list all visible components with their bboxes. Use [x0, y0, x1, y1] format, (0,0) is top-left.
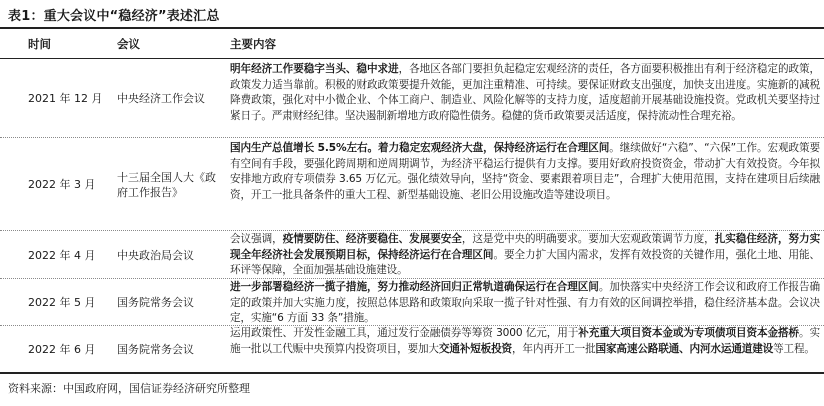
text-segment: ，年内再开工一批 — [511, 342, 596, 355]
bold-text-segment: 交通补短板投资 — [438, 342, 512, 355]
source-note: 资料来源：中国政府网，国信证券经济研究所整理 — [8, 382, 250, 395]
row-date: 2021 年 12 月 — [28, 92, 103, 105]
table-row — [0, 231, 824, 279]
row-content — [230, 326, 820, 357]
text-segment: 。要全力扩大国内需求，发挥有效投资的关键作用，强化土地、用能、环评等保障，全面加强基础设施建设。 — [230, 248, 820, 276]
table-row — [0, 326, 824, 372]
bold-text-segment: 明年经济工作要稳字当头、稳中求进 — [230, 63, 399, 75]
table-title: 表1：重大会议中“稳经济”表述汇总 — [8, 9, 220, 24]
bold-text-segment: 补充重大项目资本金或为专项债项目资本金搭桥 — [578, 327, 800, 339]
text-segment: 。继续做好“六稳”、“六保”工作。宏观政策要有空间有手段，要强化跨周期和逆周期调节，为经济平稳运行提供有力支撑。要用好政府投资资金，带动扩大有效投资。今年拟安排地方政府专项债券 3.65 万亿元。强化绩效导向，坚持“资金、要素跟着项目走”，合理扩大使用范围，支持在建项目后续融资，开工一批具备条件的重大工程、新型基础设施、老旧公用设施改造等建设项目。 — [230, 142, 820, 201]
row-meeting: 中央政治局会议 — [117, 248, 194, 262]
row-date: 2022 年 4 月 — [28, 248, 96, 262]
row-content — [230, 232, 820, 279]
header-date: 时间 — [28, 37, 51, 51]
row-content — [230, 280, 820, 327]
bold-text-segment: 疫情要防住、经济要稳住、发展要安全 — [282, 233, 462, 245]
bold-text-segment: 扎实稳住经济，努力实现全年经济社会发展预期目标，保持经济运行在合理区间 — [230, 233, 821, 261]
header-content: 主要内容 — [230, 37, 276, 51]
row-date: 2022 年 6 月 — [28, 342, 96, 356]
text-segment: 。实施一批以工代赈中央预算内投资项目，要加大 — [230, 327, 820, 355]
table-row — [0, 279, 824, 326]
table-row — [0, 138, 824, 231]
top-rule — [0, 27, 824, 29]
bold-text-segment: 进一步部署稳经济一揽子措施，努力推动经济回归正常轨道确保运行在合理区间 — [230, 281, 599, 293]
text-segment: 会议强调， — [230, 233, 283, 245]
text-segment: 。加快落实中央经济工作会议和政府工作报告确定的政策并加大实施力度，按照总体思路和政策取向采取一揽子针对性强、有力有效的区间调控举措，稳住经济基本盘。会议决定，实施“6 方面 33 条”措施。 — [230, 281, 820, 324]
row-content — [230, 141, 820, 203]
row-meeting: 十三届全国人大《政府工作报告》 — [117, 170, 216, 199]
text-segment: ，这是党中央的明确要求。要加大宏观政策调节力度， — [461, 233, 715, 245]
header-meeting: 会议 — [117, 37, 140, 51]
bottom-rule — [0, 372, 824, 374]
text-segment: ，各地区各部门要担负起稳定宏观经济的责任，各方面要积极推出有利于经济稳定的政策，政策发力适当靠前。积极的财政政策要提升效能，更加注重精准、可持续。要保证财政支出强度，加快支出进度。实施新的减税降费政策，强化对中小微企业、个体工商户、制造业、风险化解等的支持力度，适度超前开展基础设施投资。党政机关要坚持过紧日子。严肃财经纪律。坚决遏制新增地方政府隐性债务。稳健的货币政策要灵活适度，保持流动性合理充裕。 — [230, 63, 821, 122]
table-row — [0, 59, 824, 138]
text-segment: 运用政策性、开发性金融工具，通过发行金融债券等筹资 3000 亿元，用于 — [230, 327, 579, 339]
text-segment: 等工程。 — [773, 342, 815, 355]
bold-text-segment: 国内生产总值增长 5.5%左右。着力稳定宏观经济大盘，保持经济运行在合理区间 — [230, 142, 610, 154]
row-date: 2022 年 5 月 — [28, 296, 96, 309]
row-meeting: 国务院常务会议 — [117, 296, 194, 309]
row-meeting: 中央经济工作会议 — [117, 92, 205, 105]
row-date: 2022 年 3 月 — [28, 178, 96, 191]
bold-text-segment: 国家高速公路联通、内河水运通道建设 — [595, 342, 774, 355]
row-content — [230, 62, 820, 124]
row-meeting: 国务院常务会议 — [117, 342, 194, 356]
